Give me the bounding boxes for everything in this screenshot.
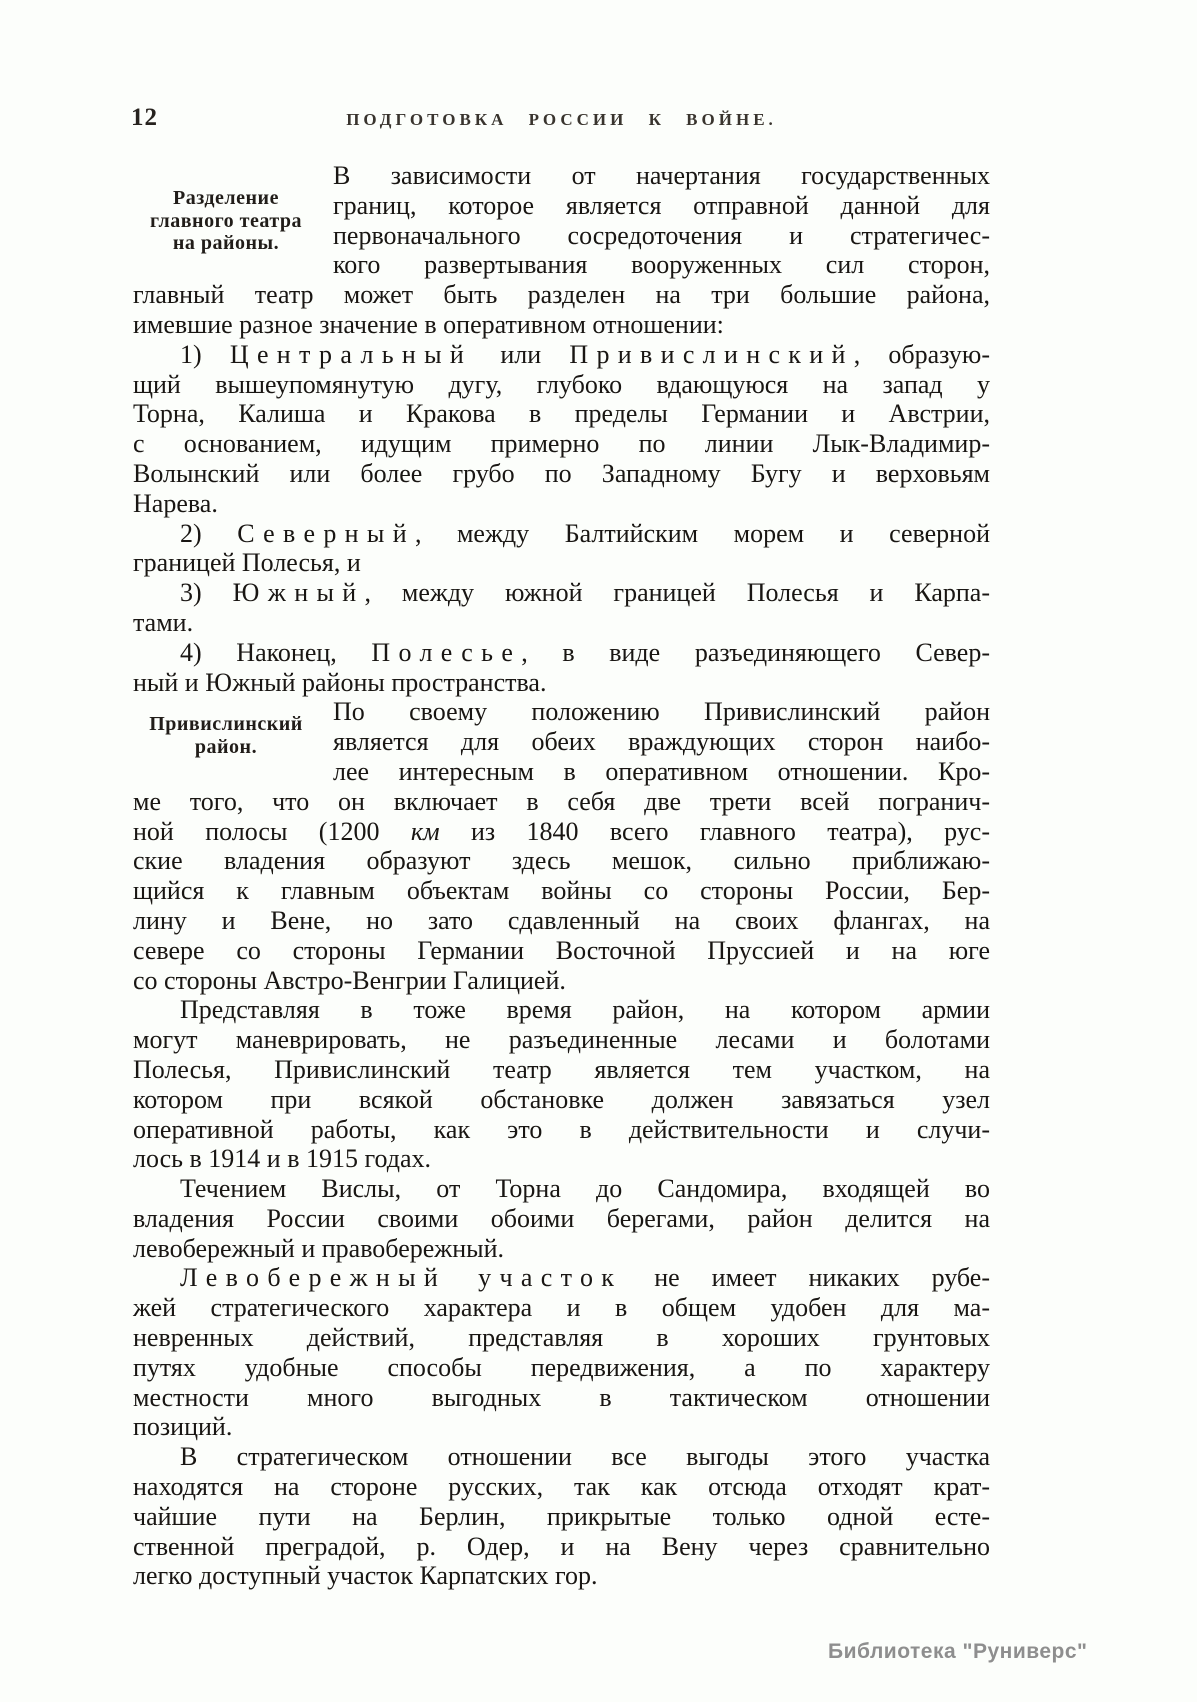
letterspaced-term: Южный — [232, 578, 365, 608]
text-line — [133, 429, 990, 459]
margin-note-line: Привислинский — [149, 713, 303, 736]
text-segment: Волынский или более грубо по Западному Бугу и верховьям — [133, 458, 990, 488]
text-line — [133, 906, 990, 936]
text-segment: со стороны Австро-Венгрии Галицией. — [133, 965, 566, 995]
text-segment: , в виде разъединяющего Север- — [521, 637, 991, 667]
text-segment: Течением Вислы, от Торна до Сандомира, входящей во — [180, 1174, 990, 1204]
paragraph — [133, 1442, 990, 1591]
text-segment: Представляя в тоже время район, на котором армии — [180, 995, 990, 1025]
text-line — [133, 1532, 990, 1562]
text-segment: является для обеих враждующих сторон наибо- — [333, 727, 990, 757]
text-line — [133, 1442, 990, 1472]
page-number: 12 — [131, 104, 158, 131]
text-line — [133, 1234, 990, 1264]
text-segment: границ, которое является отправной данной для — [333, 190, 990, 220]
text-segment: 2) — [180, 518, 238, 548]
text-line — [133, 936, 990, 966]
text-segment: По своему положению Привислинский район — [333, 697, 990, 727]
running-header: ПОДГОТОВКА РОССИИ К ВОЙНЕ. — [346, 110, 777, 129]
text-segment: котором при всякой обстановке должен завязаться узел — [133, 1084, 990, 1114]
text-segment: ной полосы (1200 — [133, 816, 411, 846]
text-segment: 3) — [180, 578, 233, 608]
text-segment: ме того, что он включает в себя две трети всей погранич- — [133, 786, 990, 816]
paragraph — [133, 697, 990, 995]
text-line — [133, 548, 990, 578]
text-segment: левобережный и правобережный. — [133, 1233, 505, 1263]
text-line — [133, 1383, 990, 1413]
paragraph — [133, 1263, 990, 1442]
text-line — [133, 1293, 990, 1323]
text-segment: из 1840 всего главного театра), рус- — [439, 816, 990, 846]
text-line — [133, 280, 990, 310]
text-segment: Торна, Калиша и Кракова в пределы Германии и Австрии, — [133, 399, 990, 429]
paragraph — [133, 1174, 990, 1263]
text-segment: находятся на стороне русских, так как отсюда отходят крат- — [133, 1472, 990, 1502]
text-segment: главный театр может быть разделен на три большие района, — [133, 280, 990, 310]
margin-note — [133, 697, 333, 786]
text-segment: , образую- — [853, 339, 990, 369]
text-segment: легко доступный участок Карпатских гор. — [133, 1561, 598, 1591]
text-segment: невренных действий, представляя в хороших грунтовых — [133, 1323, 990, 1353]
text-segment: чайшие пути на Берлин, прикрытые только одной есте- — [133, 1501, 990, 1531]
text-segment: , между южной границей Полесья и Карпа- — [364, 578, 990, 608]
text-line — [133, 787, 990, 817]
letterspaced-term: Привислинский — [569, 339, 854, 369]
text-line — [133, 638, 990, 668]
text-segment: 1) — [180, 339, 230, 369]
text-line — [133, 1144, 990, 1174]
text-line — [133, 578, 990, 608]
text-segment: жей стратегического характера и в общем удобен для ма- — [133, 1293, 990, 1323]
text-segment: тами. — [133, 607, 194, 637]
margin-note-text — [133, 161, 333, 255]
letterspaced-term: участок — [478, 1263, 623, 1293]
text-line — [133, 668, 990, 698]
text-line — [133, 1025, 990, 1055]
text-segment: или — [472, 339, 570, 369]
margin-note-line: главного театра — [149, 209, 303, 232]
text-segment: севере со стороны Германии Восточной Пруссией и на юге — [133, 935, 990, 965]
text-line — [133, 519, 990, 549]
text-line — [133, 608, 990, 638]
paragraph — [133, 161, 990, 340]
text-segment: Нарева. — [133, 488, 218, 518]
italic-term: км — [410, 816, 440, 846]
text-segment: Полесья, Привислинский театр является тем участком, на — [133, 1054, 990, 1084]
text-line — [133, 399, 990, 429]
paragraph — [133, 519, 990, 579]
paragraph — [133, 578, 990, 638]
text-segment — [446, 1263, 478, 1292]
text-line — [133, 1472, 990, 1502]
text-line — [133, 340, 990, 370]
text-segment: оперативной работы, как это в действительности и случи- — [133, 1114, 990, 1144]
text-line — [133, 1502, 990, 1532]
text-segment: лину и Вене, но зато сдавленный на своих флангах, на — [133, 905, 990, 935]
text-segment: первоначального сосредоточения и стратегичес- — [333, 220, 990, 250]
text-line — [133, 459, 990, 489]
text-segment: путях удобные способы передвижения, а по характеру — [133, 1352, 990, 1382]
text-segment: позиций. — [133, 1412, 233, 1442]
letterspaced-term: Левобережный — [180, 1263, 447, 1293]
text-segment: не имеет никаких рубе- — [622, 1263, 990, 1293]
text-segment: имевшие разное значение в оперативном отношении: — [133, 309, 724, 339]
text-line — [133, 1353, 990, 1383]
text-line — [133, 1263, 990, 1293]
text-line — [133, 1204, 990, 1234]
text-segment: 4) Наконец, — [180, 637, 372, 667]
paragraph — [133, 638, 990, 698]
margin-note — [133, 161, 333, 280]
text-line — [133, 1085, 990, 1115]
text-segment: щий вышеупомянутую дугу, глубоко вдающуюся на запад у — [133, 369, 990, 399]
text-line — [133, 995, 990, 1025]
text-line — [133, 310, 990, 340]
text-segment: , между Балтийским морем и северной — [414, 518, 990, 548]
text-line — [133, 876, 990, 906]
text-column — [133, 161, 990, 1591]
text-segment: местности много выгодных в тактическом отношении — [133, 1382, 990, 1412]
text-line — [133, 370, 990, 400]
text-segment: лее интересным в оперативном отношении. Кро- — [333, 756, 990, 786]
text-segment: ские владения образуют здесь мешок, сильно приближаю- — [133, 846, 990, 876]
text-segment: В стратегическом отношении все выгоды этого участка — [180, 1442, 990, 1472]
margin-note-line: на районы. — [172, 232, 280, 254]
text-segment: с основанием, идущим примерно по линии Лык-Владимир- — [133, 429, 990, 459]
margin-note-text — [133, 697, 333, 758]
text-line — [133, 1055, 990, 1085]
text-segment: могут маневрировать, не разъединенные лесами и болотами — [133, 1025, 990, 1055]
text-segment: границей Полесья, и — [133, 548, 361, 578]
library-watermark: Библиотека "Руниверс" — [828, 1640, 1088, 1663]
text-segment: ственной преградой, р. Одер, и на Вену через сравнительно — [133, 1531, 990, 1561]
text-line — [133, 846, 990, 876]
text-line — [133, 1115, 990, 1145]
text-segment: щийся к главным объектам войны со стороны России, Бер- — [133, 876, 990, 906]
margin-note-line: Разделение — [173, 187, 279, 209]
text-line — [133, 489, 990, 519]
paragraph — [133, 995, 990, 1174]
text-segment: ный и Южный районы пространства. — [133, 667, 547, 697]
text-segment: В зависимости от начертания государственных — [333, 161, 990, 190]
paragraph — [133, 340, 990, 519]
text-line — [133, 817, 990, 847]
text-line — [133, 1323, 990, 1353]
letterspaced-term: Центральный — [229, 339, 473, 369]
margin-note-line: район. — [194, 735, 258, 758]
text-segment: лось в 1914 и в 1915 годах. — [133, 1144, 432, 1174]
text-segment: кого развертывания вооруженных сил сторон, — [333, 250, 990, 280]
text-line — [133, 1174, 990, 1204]
text-segment: владения России своими обоими берегами, район делится на — [133, 1203, 990, 1233]
text-line — [133, 966, 990, 996]
text-line — [133, 1412, 990, 1442]
letterspaced-term: Полесье — [371, 637, 522, 667]
letterspaced-term: Северный — [237, 518, 415, 548]
text-line — [133, 1561, 990, 1591]
